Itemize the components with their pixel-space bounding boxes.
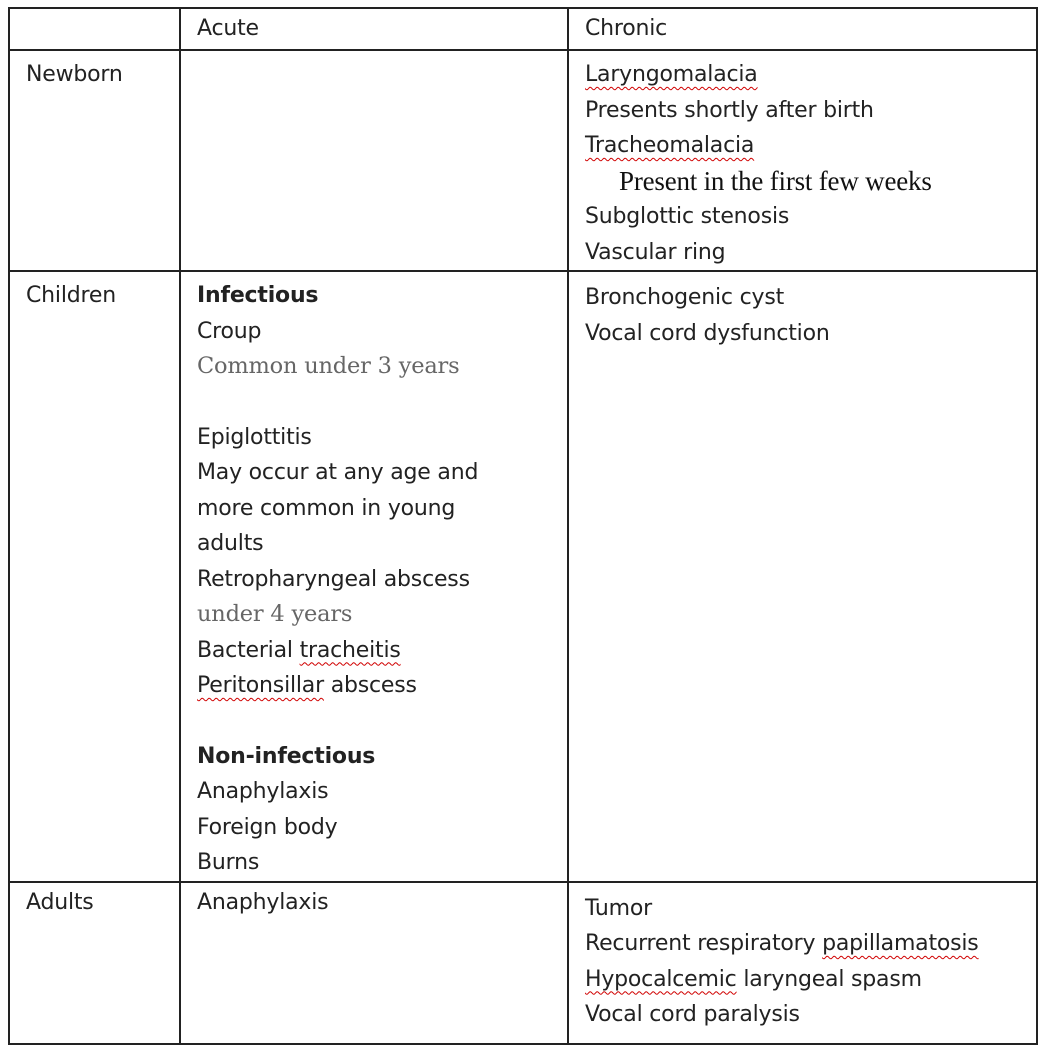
- laryngomalacia-note: Presents shortly after birth: [585, 97, 874, 123]
- epiglottitis-note-3: adults: [197, 531, 264, 556]
- croup: Croup: [197, 318, 262, 344]
- tumor: Tumor: [585, 895, 652, 921]
- epiglottitis: Epiglottitis: [197, 424, 312, 450]
- row-label-newborn: Newborn: [9, 50, 180, 271]
- row-children: [9, 271, 1037, 882]
- burns: Burns: [197, 850, 260, 875]
- noninfectious-heading: Non-infectious: [197, 743, 376, 769]
- laryngomalacia: Laryngomalacia: [585, 62, 758, 87]
- peritonsillar-abscess: Peritonsillar abscess: [197, 673, 417, 698]
- epiglottitis-note-2: more common in young: [197, 495, 456, 521]
- adults-acute-cell: [180, 882, 568, 1044]
- vocal-cord-paralysis: Vocal cord paralysis: [585, 1002, 800, 1027]
- recurrent-respiratory-papillomatosis: Recurrent respiratory papillamatosis: [585, 931, 979, 956]
- tracheomalacia-note: Present in the first few weeks: [619, 165, 932, 196]
- anaphylaxis-adult: Anaphylaxis: [197, 889, 329, 915]
- anaphylaxis-child: Anaphylaxis: [197, 779, 329, 804]
- bronchogenic-cyst: Bronchogenic cyst: [585, 285, 785, 310]
- infectious-heading: Infectious: [197, 283, 319, 308]
- children-acute-cell: [180, 271, 568, 882]
- children-chronic-cell: [568, 271, 1037, 882]
- row-adults: [9, 882, 1037, 1044]
- row-label-children: Children: [9, 271, 180, 882]
- retropharyngeal-note: under 4 years: [197, 601, 353, 627]
- newborn-acute-cell: [180, 50, 568, 271]
- newborn-chronic-cell: [568, 50, 1037, 271]
- header-chronic: Chronic: [568, 8, 1037, 50]
- adults-chronic-cell: [568, 882, 1037, 1044]
- vocal-cord-dysfunction: Vocal cord dysfunction: [585, 320, 830, 346]
- hypocalcemic-laryngeal-spasm: Hypocalcemic laryngeal spasm: [585, 966, 922, 992]
- differential-table: [8, 7, 1038, 1045]
- tracheomalacia: Tracheomalacia: [585, 133, 755, 158]
- row-label-adults: Adults: [9, 882, 180, 1044]
- retropharyngeal-abscess: Retropharyngeal abscess: [197, 566, 470, 592]
- header-acute: Acute: [180, 8, 568, 50]
- subglottic-stenosis: Subglottic stenosis: [585, 204, 790, 229]
- header-empty-cell: [9, 8, 180, 50]
- header-row: [9, 8, 1037, 50]
- row-newborn: [9, 50, 1037, 271]
- vascular-ring: Vascular ring: [585, 239, 726, 265]
- foreign-body: Foreign body: [197, 814, 338, 840]
- bacterial-tracheitis: Bacterial tracheitis: [197, 637, 401, 663]
- epiglottitis-note-1: May occur at any age and: [197, 460, 479, 485]
- croup-note: Common under 3 years: [197, 353, 460, 379]
